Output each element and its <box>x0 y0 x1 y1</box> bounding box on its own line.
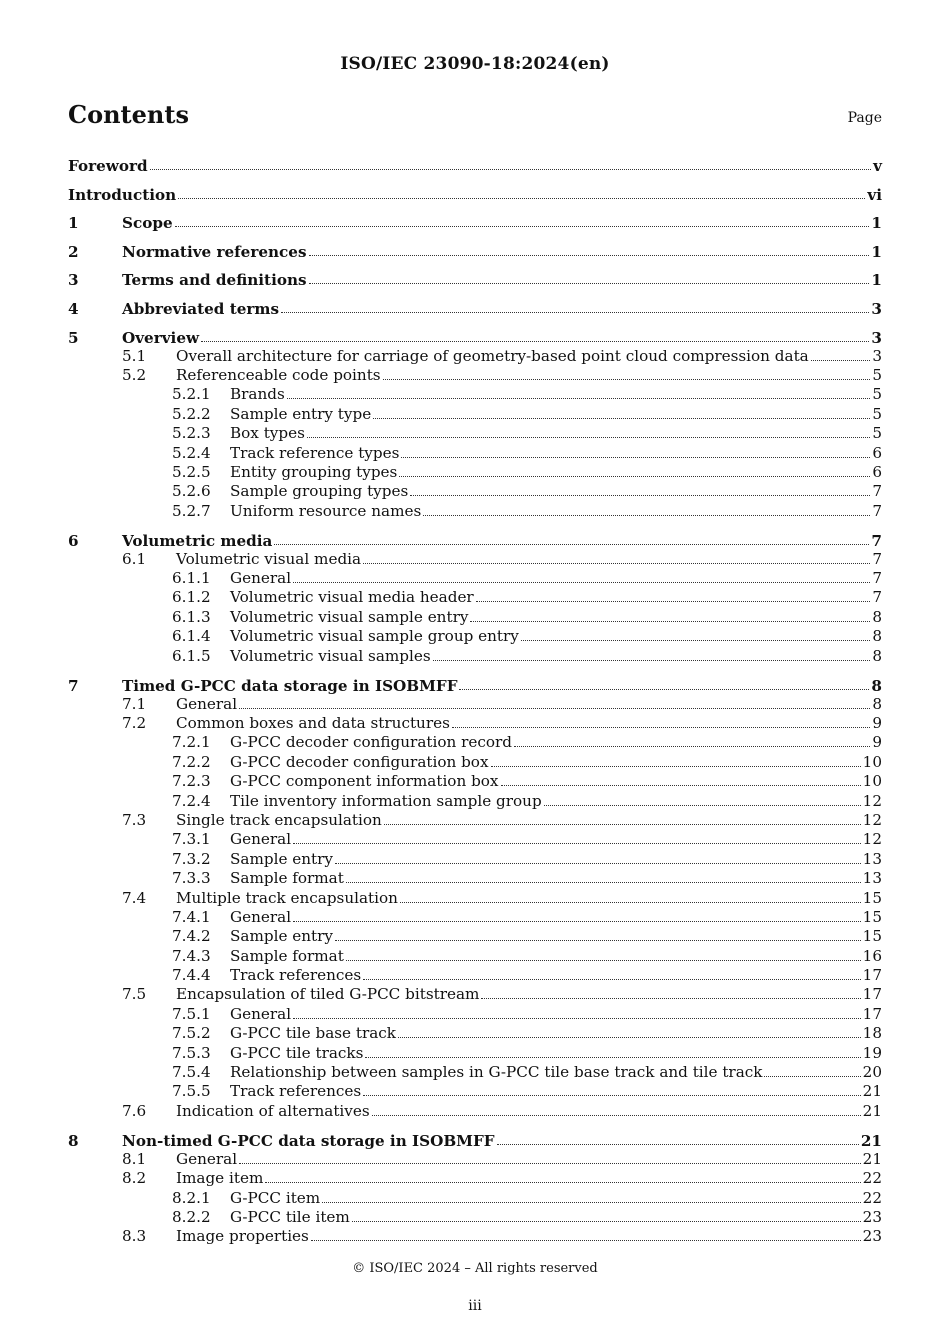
toc-entry-title: Terms and definitions <box>122 271 307 290</box>
toc-entry-number: 5 <box>68 328 79 347</box>
toc-entry-title: G-PCC component information box <box>230 772 499 791</box>
toc-entry-page: 13 <box>862 849 882 868</box>
toc-entry-title: Image item <box>176 1169 264 1188</box>
toc-entry-title: Track reference types <box>230 443 400 462</box>
toc-entry-page: 12 <box>862 830 882 849</box>
toc-entry-number: 5.2.3 <box>172 424 211 443</box>
dot-leader <box>293 921 861 922</box>
dot-leader <box>293 843 861 844</box>
toc-entry-page: 17 <box>862 985 882 1004</box>
toc-entry-number: 8.2 <box>122 1169 147 1188</box>
toc-entry-number: 7 <box>68 676 79 695</box>
toc-entry-page: 23 <box>862 1227 882 1246</box>
dot-leader <box>481 998 860 999</box>
toc-entry-page: 5 <box>872 424 882 443</box>
toc-entry-title: Tile inventory information sample group <box>230 791 542 810</box>
toc-entry-title: General <box>230 907 292 926</box>
toc-entry-number: 2 <box>68 242 79 261</box>
toc-entry-title: General <box>230 830 292 849</box>
toc-entry-page: 15 <box>862 907 882 926</box>
page-number: iii <box>468 1298 482 1314</box>
toc-entry-number: 6.1.1 <box>172 569 211 588</box>
toc-entry-page: 23 <box>862 1207 882 1226</box>
dot-leader <box>410 495 870 496</box>
dot-leader <box>383 379 871 380</box>
toc-entry[interactable] <box>68 908 882 927</box>
toc-entry-page: 13 <box>862 869 882 888</box>
toc-entry-number: 5.2.7 <box>172 501 211 520</box>
dot-leader <box>544 805 861 806</box>
dot-leader <box>335 863 861 864</box>
toc-entry-number: 1 <box>68 214 79 233</box>
toc-entry[interactable] <box>68 347 882 366</box>
toc-entry-title: Brands <box>230 385 285 404</box>
toc-entry-page: 12 <box>862 791 882 810</box>
dot-leader <box>401 457 870 458</box>
dot-leader <box>239 708 870 709</box>
toc-entry-page: 17 <box>862 966 882 985</box>
toc-entry[interactable] <box>68 569 882 588</box>
toc-entry-number: 7.2.4 <box>172 791 211 810</box>
toc-entry-title: Abbreviated terms <box>122 299 280 318</box>
toc-entry-page: 21 <box>860 1131 882 1150</box>
toc-entry-title: Volumetric visual sample entry <box>230 607 469 626</box>
toc-entry-title: Entity grouping types <box>230 462 398 481</box>
dot-leader <box>400 902 861 903</box>
toc-entry-title: Timed G-PCC data storage in ISOBMFF <box>122 676 458 695</box>
dot-leader <box>311 1240 861 1241</box>
toc-entry-title: Sample grouping types <box>230 482 409 501</box>
toc-entry-page: 5 <box>872 365 882 384</box>
toc-entry-title: Scope <box>122 214 173 233</box>
toc-entry[interactable] <box>68 261 882 290</box>
toc-entry-title: General <box>230 1004 292 1023</box>
page-column-label: Page <box>847 110 882 126</box>
dot-leader <box>764 1076 860 1077</box>
dot-leader <box>346 882 861 883</box>
toc-entry-page: 1 <box>871 271 882 290</box>
dot-leader <box>293 582 870 583</box>
dot-leader <box>274 544 869 545</box>
toc-entry[interactable] <box>68 889 882 908</box>
toc-entry[interactable] <box>68 1150 882 1169</box>
toc-entry-number: 8.1 <box>122 1149 147 1168</box>
toc-entry-page: 8 <box>871 676 882 695</box>
toc-entry[interactable] <box>68 811 882 830</box>
toc-entry-number: 5.2.2 <box>172 404 211 423</box>
toc-entry-page: 9 <box>872 733 882 752</box>
toc-entry-title: Sample entry <box>230 849 333 868</box>
toc-entry-title: Encapsulation of tiled G-PCC bitstream <box>176 985 480 1004</box>
dot-leader <box>363 563 870 564</box>
toc-entry-page: 19 <box>862 1043 882 1062</box>
toc-entry[interactable] <box>68 1063 882 1082</box>
toc-entry-page: 10 <box>862 772 882 791</box>
toc-entry[interactable] <box>68 666 882 695</box>
table-of-contents <box>68 151 882 1247</box>
toc-entry-number: 8.2.1 <box>172 1188 211 1207</box>
toc-entry-number: 7.2 <box>122 714 147 732</box>
toc-entry-page: 22 <box>862 1169 882 1188</box>
toc-entry-page: 18 <box>862 1024 882 1043</box>
toc-entry-number: 7.1 <box>122 694 147 713</box>
toc-entry[interactable] <box>68 647 882 666</box>
toc-entry-page: 12 <box>862 810 882 829</box>
toc-entry-number: 7.4.2 <box>172 927 211 946</box>
dot-leader <box>423 515 870 516</box>
toc-entry-number: 6.1.2 <box>172 588 211 607</box>
dot-leader <box>322 1202 860 1203</box>
toc-entry-number: 7.3 <box>122 810 147 829</box>
toc-entry-title: Volumetric visual sample group entry <box>230 627 519 646</box>
toc-entry-number: 8.2.2 <box>172 1207 211 1226</box>
toc-entry-title: G-PCC tile item <box>230 1207 350 1226</box>
toc-entry-title: Volumetric visual samples <box>230 646 431 665</box>
toc-entry-page: 22 <box>862 1188 882 1207</box>
toc-entry-number: 7.5 <box>122 985 147 1004</box>
toc-entry-page: 17 <box>862 1004 882 1023</box>
toc-entry-title: Referenceable code points <box>176 365 381 384</box>
dot-leader <box>293 1018 861 1019</box>
dot-leader <box>201 341 869 342</box>
toc-entry[interactable] <box>68 985 882 1004</box>
toc-entry[interactable] <box>68 521 882 550</box>
toc-entry[interactable] <box>68 927 882 946</box>
toc-entry[interactable] <box>68 1044 882 1063</box>
toc-entry-number: 5.2.6 <box>172 482 211 501</box>
toc-entry-title: Non-timed G-PCC data storage in ISOBMFF <box>122 1131 495 1150</box>
toc-entry-page: 7 <box>872 549 882 568</box>
toc-entry-title: General <box>176 694 238 713</box>
toc-entry-number: 7.4.3 <box>172 946 211 965</box>
toc-entry-number: 7.5.1 <box>172 1004 211 1023</box>
toc-entry-number: 6 <box>68 531 79 550</box>
toc-entry-number: 4 <box>68 299 79 318</box>
contents-title: Contents <box>68 100 189 129</box>
toc-entry[interactable] <box>68 550 882 569</box>
toc-entry-page: 3 <box>871 299 882 318</box>
toc-entry-title: Track references <box>230 966 362 985</box>
toc-entry-title: Uniform resource names <box>230 501 422 520</box>
toc-entry[interactable] <box>68 482 882 501</box>
toc-entry[interactable] <box>68 869 882 888</box>
toc-entry[interactable] <box>68 753 882 772</box>
dot-leader <box>352 1221 861 1222</box>
toc-entry-page: 15 <box>862 888 882 907</box>
document-header: ISO/IEC 23090-18:2024(en) <box>340 54 610 74</box>
toc-entry-page: 1 <box>871 214 882 233</box>
toc-entry-page: 5 <box>872 404 882 423</box>
toc-entry[interactable] <box>68 966 882 985</box>
dot-leader <box>265 1182 860 1183</box>
toc-entry-number: 7.2.2 <box>172 752 211 771</box>
toc-entry-title: G-PCC decoder configuration record <box>230 733 512 752</box>
dot-leader <box>433 660 871 661</box>
toc-entry[interactable] <box>68 1121 882 1150</box>
toc-entry-title: Image properties <box>176 1227 309 1246</box>
toc-entry-number: 7.2.1 <box>172 733 211 752</box>
toc-entry-title: Sample entry <box>230 927 333 946</box>
toc-entry-page: vi <box>867 185 882 204</box>
toc-entry-title: Common boxes and data structures <box>176 714 450 732</box>
toc-entry-title: General <box>230 569 292 588</box>
dot-leader <box>346 960 861 961</box>
dot-leader <box>497 1144 859 1145</box>
toc-entry[interactable] <box>68 1189 882 1208</box>
toc-entry-number: 7.4.4 <box>172 966 211 985</box>
dot-leader <box>287 398 871 399</box>
toc-entry[interactable] <box>68 232 882 261</box>
toc-entry-number: 7.3.2 <box>172 849 211 868</box>
toc-entry-title: Indication of alternatives <box>176 1101 370 1120</box>
toc-entry[interactable] <box>68 1024 882 1043</box>
toc-entry[interactable] <box>68 830 882 849</box>
toc-entry-page: 3 <box>871 328 882 347</box>
toc-entry-page: 15 <box>862 927 882 946</box>
toc-entry[interactable] <box>68 608 882 627</box>
copyright-footer: © ISO/IEC 2024 – All rights reserved <box>352 1261 598 1276</box>
toc-entry[interactable] <box>68 1169 882 1188</box>
toc-entry-number: 7.4.1 <box>172 907 211 926</box>
toc-entry[interactable] <box>68 792 882 811</box>
toc-entry-number: 5.2 <box>122 365 147 384</box>
dot-leader <box>281 312 869 313</box>
toc-entry[interactable] <box>68 502 882 521</box>
toc-entry[interactable] <box>68 1102 882 1121</box>
dot-leader <box>309 255 870 256</box>
toc-entry-number: 5.2.5 <box>172 462 211 481</box>
dot-leader <box>335 940 861 941</box>
toc-entry-number: 6.1.3 <box>172 607 211 626</box>
toc-entry[interactable] <box>68 1005 882 1024</box>
toc-entry-number: 6.1.5 <box>172 646 211 665</box>
toc-entry-page: 10 <box>862 752 882 771</box>
toc-entry-number: 7.4 <box>122 888 147 907</box>
dot-leader <box>398 1037 861 1038</box>
dot-leader <box>521 640 870 641</box>
toc-entry-page: 1 <box>871 242 882 261</box>
toc-entry[interactable] <box>68 850 882 869</box>
toc-entry-title: Sample format <box>230 869 344 888</box>
toc-entry[interactable] <box>68 772 882 791</box>
dot-leader <box>373 418 870 419</box>
dot-leader <box>307 437 870 438</box>
toc-entry-title: Overview <box>122 328 200 347</box>
toc-entry-page: 7 <box>872 569 882 588</box>
toc-entry-number: 7.3.3 <box>172 869 211 888</box>
toc-entry[interactable] <box>68 1227 882 1246</box>
toc-entry-page: 8 <box>872 646 882 665</box>
toc-entry[interactable] <box>68 627 882 646</box>
toc-entry-title: Track references <box>230 1082 362 1101</box>
dot-leader <box>452 727 870 728</box>
toc-entry-number: 7.2.3 <box>172 772 211 791</box>
toc-entry-page: 6 <box>872 443 882 462</box>
toc-entry-number: 5.1 <box>122 346 147 365</box>
toc-entry[interactable] <box>68 151 882 175</box>
toc-entry-number: 8.3 <box>122 1227 147 1246</box>
toc-entry[interactable] <box>68 385 882 404</box>
toc-entry[interactable] <box>68 695 882 714</box>
toc-entry-title: Volumetric visual media header <box>230 588 474 607</box>
toc-entry-page: 8 <box>872 607 882 626</box>
toc-entry-page: 21 <box>862 1082 882 1101</box>
toc-entry-page: 7 <box>871 531 882 550</box>
toc-entry-title: Box types <box>230 424 305 443</box>
toc-entry-title: G-PCC tile tracks <box>230 1043 364 1062</box>
dot-leader <box>459 689 869 690</box>
toc-entry[interactable] <box>68 1082 882 1101</box>
toc-entry[interactable] <box>68 733 882 752</box>
toc-entry-title: Volumetric media <box>122 531 273 550</box>
toc-entry-page: 16 <box>862 946 882 965</box>
toc-entry-number: 7.5.5 <box>172 1082 211 1101</box>
toc-entry-page: 20 <box>862 1063 882 1082</box>
toc-entry-title: Single track encapsulation <box>176 810 382 829</box>
toc-entry-title: Sample format <box>230 946 344 965</box>
toc-entry-page: 7 <box>872 501 882 520</box>
dot-leader <box>501 785 861 786</box>
toc-entry[interactable] <box>68 714 882 733</box>
toc-entry-title: G-PCC tile base track <box>230 1024 396 1043</box>
dot-leader <box>363 1095 861 1096</box>
toc-entry-page: v <box>873 157 882 175</box>
toc-entry-number: 7.5.4 <box>172 1063 211 1082</box>
toc-entry-page: 7 <box>872 482 882 501</box>
toc-entry-page: 21 <box>862 1101 882 1120</box>
toc-entry-number: 7.5.3 <box>172 1043 211 1062</box>
dot-leader <box>178 198 865 199</box>
dot-leader <box>384 824 861 825</box>
toc-entry-title: Multiple track encapsulation <box>176 888 398 907</box>
toc-entry-title: Sample entry type <box>230 404 372 423</box>
toc-entry-page: 7 <box>872 588 882 607</box>
toc-entry[interactable] <box>68 1208 882 1227</box>
dot-leader <box>239 1163 861 1164</box>
toc-entry-page: 8 <box>872 694 882 713</box>
toc-entry[interactable] <box>68 318 882 347</box>
toc-entry[interactable] <box>68 289 882 318</box>
toc-entry[interactable] <box>68 366 882 385</box>
toc-entry-title: Introduction <box>68 185 177 204</box>
toc-entry[interactable] <box>68 405 882 424</box>
toc-entry-number: 5.2.4 <box>172 443 211 462</box>
toc-entry-number: 3 <box>68 271 79 290</box>
toc-entry-title: Relationship between samples in G-PCC tile base track and tile track <box>230 1063 763 1082</box>
dot-leader <box>365 1057 860 1058</box>
toc-entry-title: G-PCC decoder configuration box <box>230 752 489 771</box>
toc-entry[interactable] <box>68 463 882 482</box>
dot-leader <box>150 169 872 170</box>
toc-entry-number: 6.1 <box>122 549 147 568</box>
toc-entry-title: Foreword <box>68 157 148 175</box>
toc-entry[interactable] <box>68 175 882 204</box>
toc-entry-page: 9 <box>872 714 882 732</box>
toc-entry-number: 7.3.1 <box>172 830 211 849</box>
toc-entry-title: G-PCC item <box>230 1188 321 1207</box>
toc-entry[interactable] <box>68 204 882 233</box>
dot-leader <box>470 621 870 622</box>
toc-entry-page: 3 <box>872 346 882 365</box>
dot-leader <box>363 979 861 980</box>
toc-entry-number: 7.5.2 <box>172 1024 211 1043</box>
toc-entry-title: General <box>176 1149 238 1168</box>
dot-leader <box>399 476 870 477</box>
toc-entry-page: 8 <box>872 627 882 646</box>
toc-entry-title: Volumetric visual media <box>176 549 362 568</box>
toc-entry[interactable] <box>68 444 882 463</box>
dot-leader <box>372 1115 861 1116</box>
toc-entry-title: Normative references <box>122 242 307 261</box>
dot-leader <box>811 360 871 361</box>
toc-entry-page: 21 <box>862 1149 882 1168</box>
dot-leader <box>491 766 861 767</box>
toc-entry[interactable] <box>68 947 882 966</box>
toc-entry-number: 6.1.4 <box>172 627 211 646</box>
toc-entry-page: 5 <box>872 385 882 404</box>
dot-leader <box>175 226 870 227</box>
dot-leader <box>309 283 870 284</box>
toc-entry-number: 8 <box>68 1131 79 1150</box>
toc-entry[interactable] <box>68 424 882 443</box>
toc-entry[interactable] <box>68 588 882 607</box>
toc-entry-number: 5.2.1 <box>172 385 211 404</box>
toc-entry-page: 6 <box>872 462 882 481</box>
toc-entry-title: Overall architecture for carriage of geometry-based point cloud compression data <box>176 346 809 365</box>
dot-leader <box>476 601 871 602</box>
dot-leader <box>514 746 870 747</box>
toc-entry-number: 7.6 <box>122 1101 147 1120</box>
